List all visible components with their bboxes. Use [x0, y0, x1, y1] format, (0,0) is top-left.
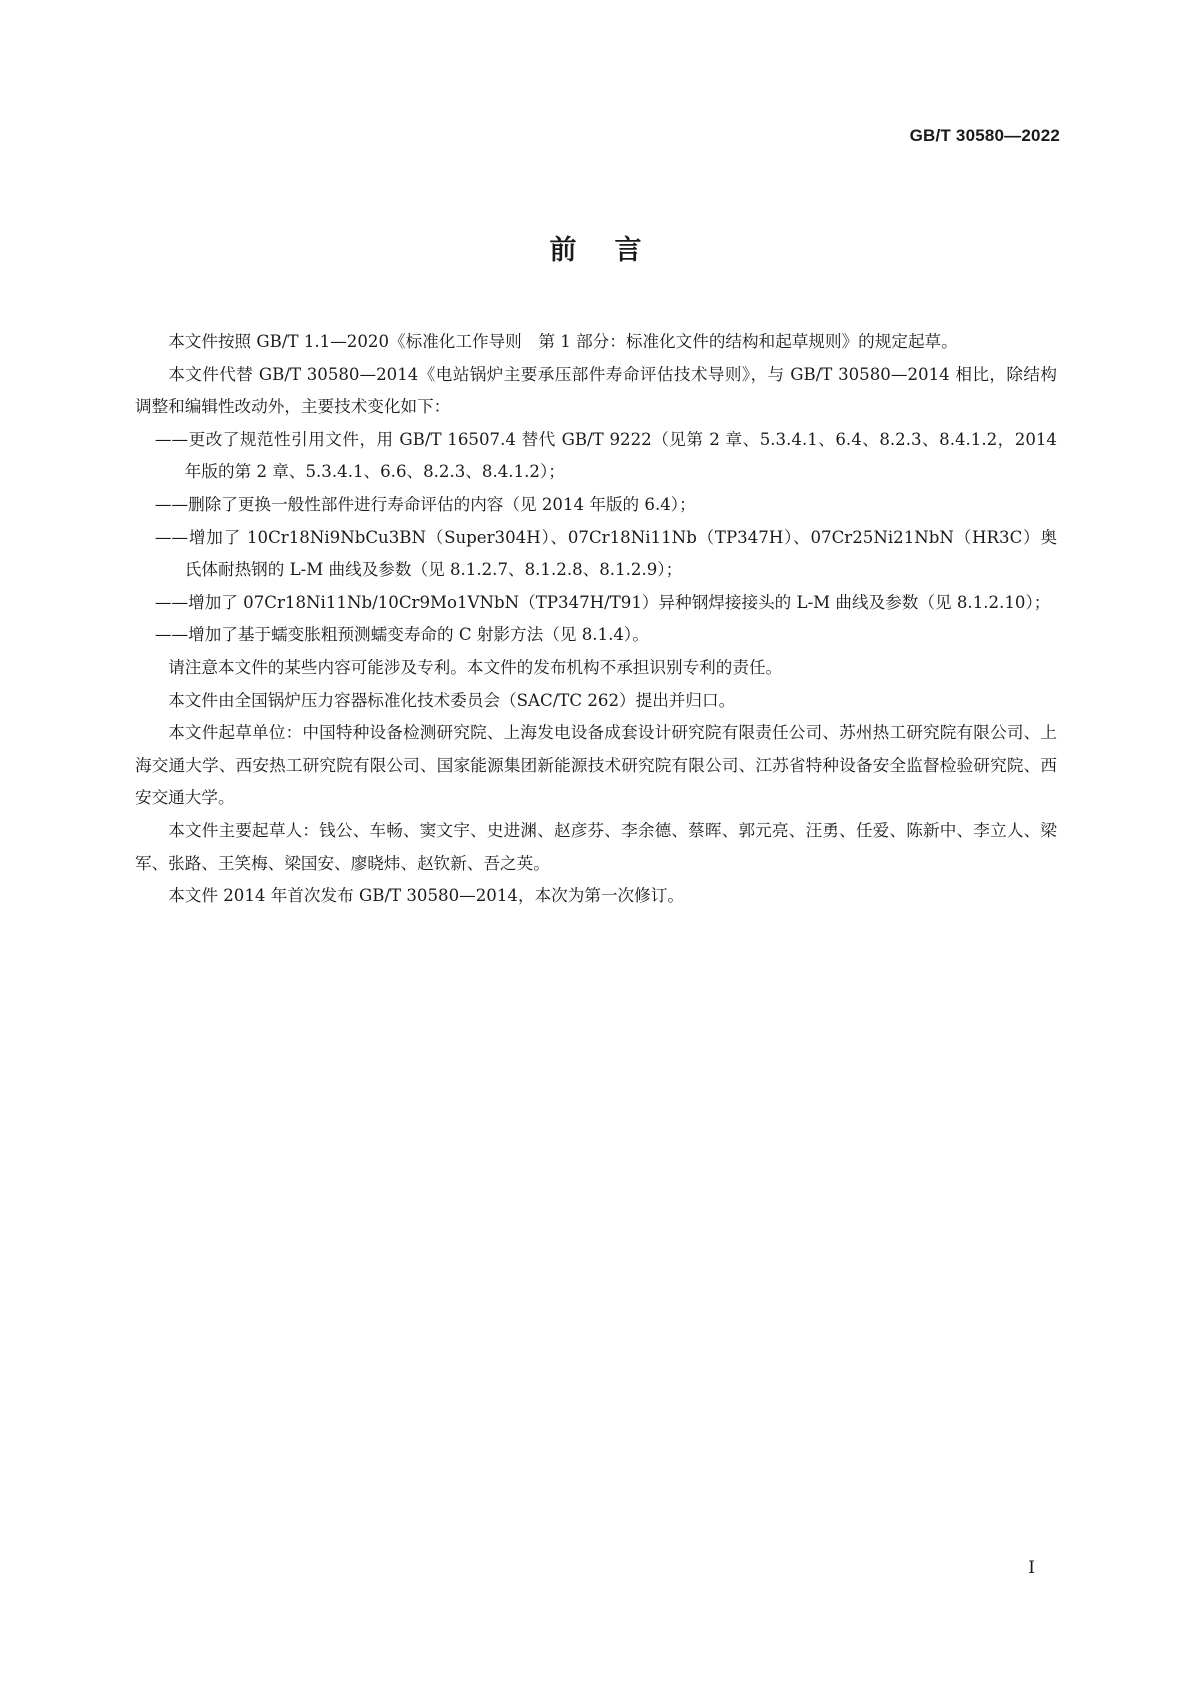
standard-number: GB/T 30580—2022 [909, 126, 1060, 145]
paragraph-committee: 本文件由全国锅炉压力容器标准化技术委员会（SAC/TC 262）提出并归口。 [168, 690, 736, 710]
change-item: ——增加了 10Cr18Ni9NbCu3BN（Super304H）、07Cr18Ni11Nb（TP347H）、07Cr25Ni21NbN（HR3C）奥氏体耐热钢的 L-M 曲线及参数（见 8.1.2.7、8.1.2.8、8.1.2.9）； [154, 527, 1057, 580]
paragraph-drafting-rules: 本文件按照 GB/T 1.1—2020《标准化工作导则 第 1 部分：标准化文件的结构和起草规则》的规定起草。 [168, 332, 958, 351]
paragraph-drafters: 本文件主要起草人：钱公、车畅、窦文宇、史进渊、赵彦芬、李余德、蔡晖、郭元亮、汪勇、任爱、陈新中、李立人、梁军、张路、王笑梅、梁国安、廖晓炜、赵钦新、吾之英。 [135, 820, 1057, 873]
change-item: ——增加了基于蠕变胀粗预测蠕变寿命的 C 射影方法（见 8.1.4）。 [154, 625, 649, 645]
paragraph-drafting-units: 本文件起草单位：中国特种设备检测研究院、上海发电设备成套设计研究院有限责任公司、苏州热工研究院有限公司、上海交通大学、西安热工研究院有限公司、国家能源集团新能源技术研究院有限公司、江苏省特种设备安全监督检验研究院、西安交通大学。 [135, 723, 1057, 808]
paragraph-history: 本文件 2014 年首次发布 GB/T 30580—2014，本次为第一次修订。 [168, 886, 684, 906]
page-title: 前言 [549, 235, 680, 266]
change-item: ——删除了更换一般性部件进行寿命评估的内容（见 2014 年版的 6.4）； [154, 494, 696, 514]
page-number: I [1028, 1558, 1035, 1578]
change-item: ——更改了规范性引用文件，用 GB/T 16507.4 替代 GB/T 9222（见第 2 章、5.3.4.1、6.4、8.2.3、8.4.1.2，2014 年版的第 2 章、5.3.4.1、6.6、8.2.3、8.4.1.2）； [154, 429, 1057, 482]
foreword-body [135, 326, 1057, 913]
paragraph-replacement: 本文件代替 GB/T 30580—2014《电站锅炉主要承压部件寿命评估技术导则》，与 GB/T 30580—2014 相比，除结构调整和编辑性改动外，主要技术变化如下： [135, 364, 1057, 417]
paragraph-patent-notice: 请注意本文件的某些内容可能涉及专利。本文件的发布机构不承担识别专利的责任。 [168, 657, 783, 677]
change-item: ——增加了 07Cr18Ni11Nb/10Cr9Mo1VNbN（TP347H/T91）异种钢焊接接头的 L-M 曲线及参数（见 8.1.2.10）； [154, 592, 1051, 612]
